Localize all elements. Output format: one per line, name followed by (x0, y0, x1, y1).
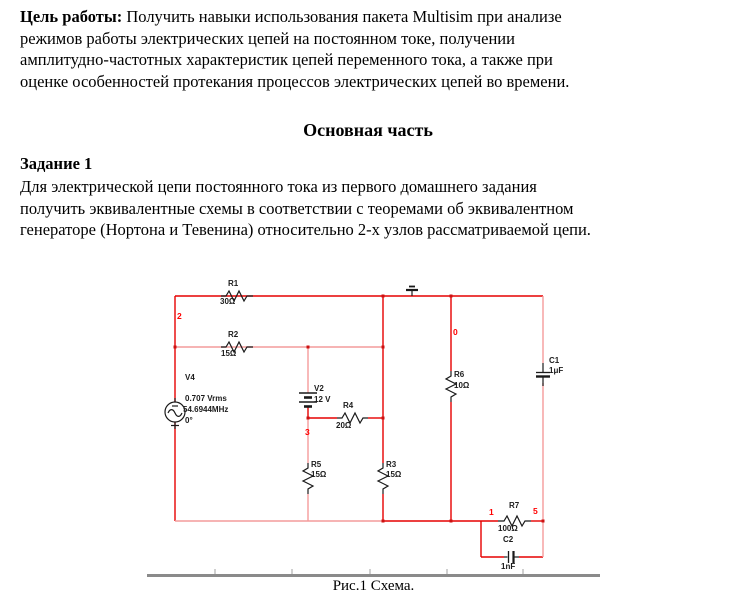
component-label-R3: R3 (386, 460, 397, 469)
component-value-R6: 10Ω (454, 381, 470, 390)
task-line: получить эквивалентные схемы в соответствии с теоремами об эквивалентном (20, 198, 574, 218)
task-heading: Задание 1 (20, 154, 93, 173)
ground-icon (406, 287, 418, 297)
section-heading: Основная часть (303, 120, 433, 140)
component-label-R7: R7 (509, 501, 520, 510)
component-label-R6: R6 (454, 370, 465, 379)
component-label-R5: R5 (311, 460, 322, 469)
component-value-R3: 15Ω (386, 470, 402, 479)
component-value-V4-frequency: 54.6944MHz (183, 405, 229, 414)
ac-source-V4-symbol (165, 398, 185, 429)
component-value-V2: 12 V (314, 395, 331, 404)
junction-dots (174, 295, 545, 523)
component-value-C1: 1μF (549, 366, 564, 375)
component-value-V4-amplitude: 0.707 Vrms (185, 394, 227, 403)
goal-line: режимов работы электрических цепей на постоянном токе, получении (20, 28, 515, 48)
goal-line-text: Получить навыки использования пакета Multisim при анализе (126, 7, 562, 26)
node-label-2: 2 (177, 311, 182, 321)
goal-line: амплитудно-частотных характеристик цепей переменного тока, а также при (20, 50, 553, 70)
node-label-1: 1 (489, 507, 494, 517)
component-value-R2: 15Ω (221, 349, 237, 358)
figure-caption: Рис.1 Схема. (332, 578, 415, 594)
component-label-R1: R1 (228, 279, 239, 288)
component-label-C1: C1 (549, 356, 560, 365)
component-label-V4: V4 (185, 373, 195, 382)
component-value-R4: 20Ω (336, 421, 352, 430)
task-line: генераторе (Нортона и Тевенина) относительно 2-х узлов рассматриваемой цепи. (20, 220, 591, 240)
node-label-5: 5 (533, 506, 538, 516)
component-label-C2: C2 (503, 535, 514, 544)
goal-label: Цель работы: (20, 7, 123, 26)
component-value-V4-phase: 0° (185, 416, 193, 425)
component-value-R7: 100Ω (498, 524, 518, 533)
component-value-C2: 1nF (501, 562, 516, 571)
component-label-V2: V2 (314, 384, 324, 393)
component-label-R4: R4 (343, 401, 354, 410)
capacitor-C1-symbol (536, 363, 550, 386)
component-label-R2: R2 (228, 330, 239, 339)
task-line: Для электрической цепи постоянного тока из первого домашнего задания (20, 177, 537, 196)
figure-separator (147, 574, 600, 577)
node-label-0: 0 (453, 327, 458, 337)
component-value-R1: 30Ω (220, 297, 236, 306)
component-value-R5: 15Ω (311, 470, 327, 479)
goal-line: оценке особенностей протекания процессов электрических цепей во времени. (20, 71, 570, 91)
node-label-3: 3 (305, 427, 310, 437)
